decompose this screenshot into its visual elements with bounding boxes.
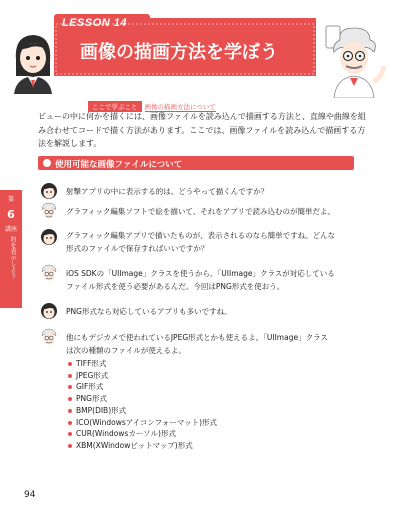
bullet-icon (68, 432, 72, 436)
dialogue-line: ファイル形式を使う必要があるんだ。今回はPNG形式を使おう。 (66, 282, 285, 291)
girl-avatar-icon (40, 302, 58, 320)
bullet-icon (68, 397, 72, 401)
bullet-icon (68, 374, 72, 378)
list-item: ICO(Windowsアイコンフォーマット)形式 (68, 417, 217, 429)
girl-character-icon (8, 30, 58, 94)
page-number: 94 (24, 490, 36, 500)
tag-label: ここで学ぶこと (88, 101, 142, 112)
list-item: PNG形式 (68, 393, 217, 405)
bullet-icon (68, 362, 72, 366)
dialogue-line: 他にもデジカメで使われているJPEG形式とかも使えるよ。「UIImage」クラス (66, 333, 328, 342)
list-item: JPEG形式 (68, 370, 217, 382)
lesson-subtitle (88, 94, 216, 111)
chapter-title: 的を表示しよう (9, 236, 16, 278)
chapter-number: 6 (7, 208, 15, 221)
bullet-icon (68, 409, 72, 413)
professor-avatar-icon (40, 264, 58, 282)
dialogue-line: 形式のファイルで保存すればいいですか？ (66, 244, 209, 253)
list-item: XBM(XWindowビットマップ)形式 (68, 440, 217, 452)
girl-avatar-icon (40, 228, 58, 246)
bullet-icon (68, 421, 72, 425)
intro-paragraph: ビューの中に何かを描くには、画像ファイルを読み込んで描画する方法と、直線や曲線を組み合わせてコードで描く方法があります。ここでは、画像ファイルを読み込んで描画する方法を解説します。 (38, 112, 366, 148)
dialogue-line: iOS SDKの「UIImage」クラスを使うから、「UIImage」クラスが対応している (66, 269, 335, 278)
professor-avatar-icon (40, 328, 58, 346)
professor-character-icon (318, 22, 390, 98)
chapter-prefix: 第 (7, 196, 14, 203)
girl-avatar-icon (40, 182, 58, 200)
bullet-icon (68, 385, 72, 389)
format-list (68, 358, 217, 452)
chapter-suffix: 講座 (4, 226, 17, 233)
bullet-icon (68, 444, 72, 448)
list-item: GIF形式 (68, 381, 217, 393)
page-title: 画像の描画方法を学ぼう (80, 42, 278, 63)
dialogue-line: 射撃アプリの中に表示する的は、どうやって描くんですか？ (66, 187, 269, 196)
professor-avatar-icon (40, 202, 58, 220)
bullet-icon (43, 159, 51, 167)
list-item: TIFF形式 (68, 358, 217, 370)
list-item: CUR(Windowsカーソル)形式 (68, 428, 217, 440)
dialogue-line: は次の種類のファイルが使えるよ。 (66, 346, 186, 355)
chapter-side-tab (0, 190, 22, 308)
section-title: 使用可能な画像ファイルについて (55, 160, 183, 170)
dialogue-line: グラフィック編集アプリで描いたものが、表示されるのなら簡単ですね。どんな (66, 231, 336, 240)
dialogue-line: グラフィック編集ソフトで絵を描いて、それをアプリで読み込むのが簡単だよ。 (66, 207, 335, 216)
section-heading (38, 156, 354, 170)
lesson-label: LESSON 14 (62, 17, 128, 29)
dialogue-line: PNG形式なら対応しているアプリも多いですね。 (66, 307, 232, 316)
list-item: BMP(DIB)形式 (68, 405, 217, 417)
tag-text: 画像の描画方法について (144, 103, 216, 111)
